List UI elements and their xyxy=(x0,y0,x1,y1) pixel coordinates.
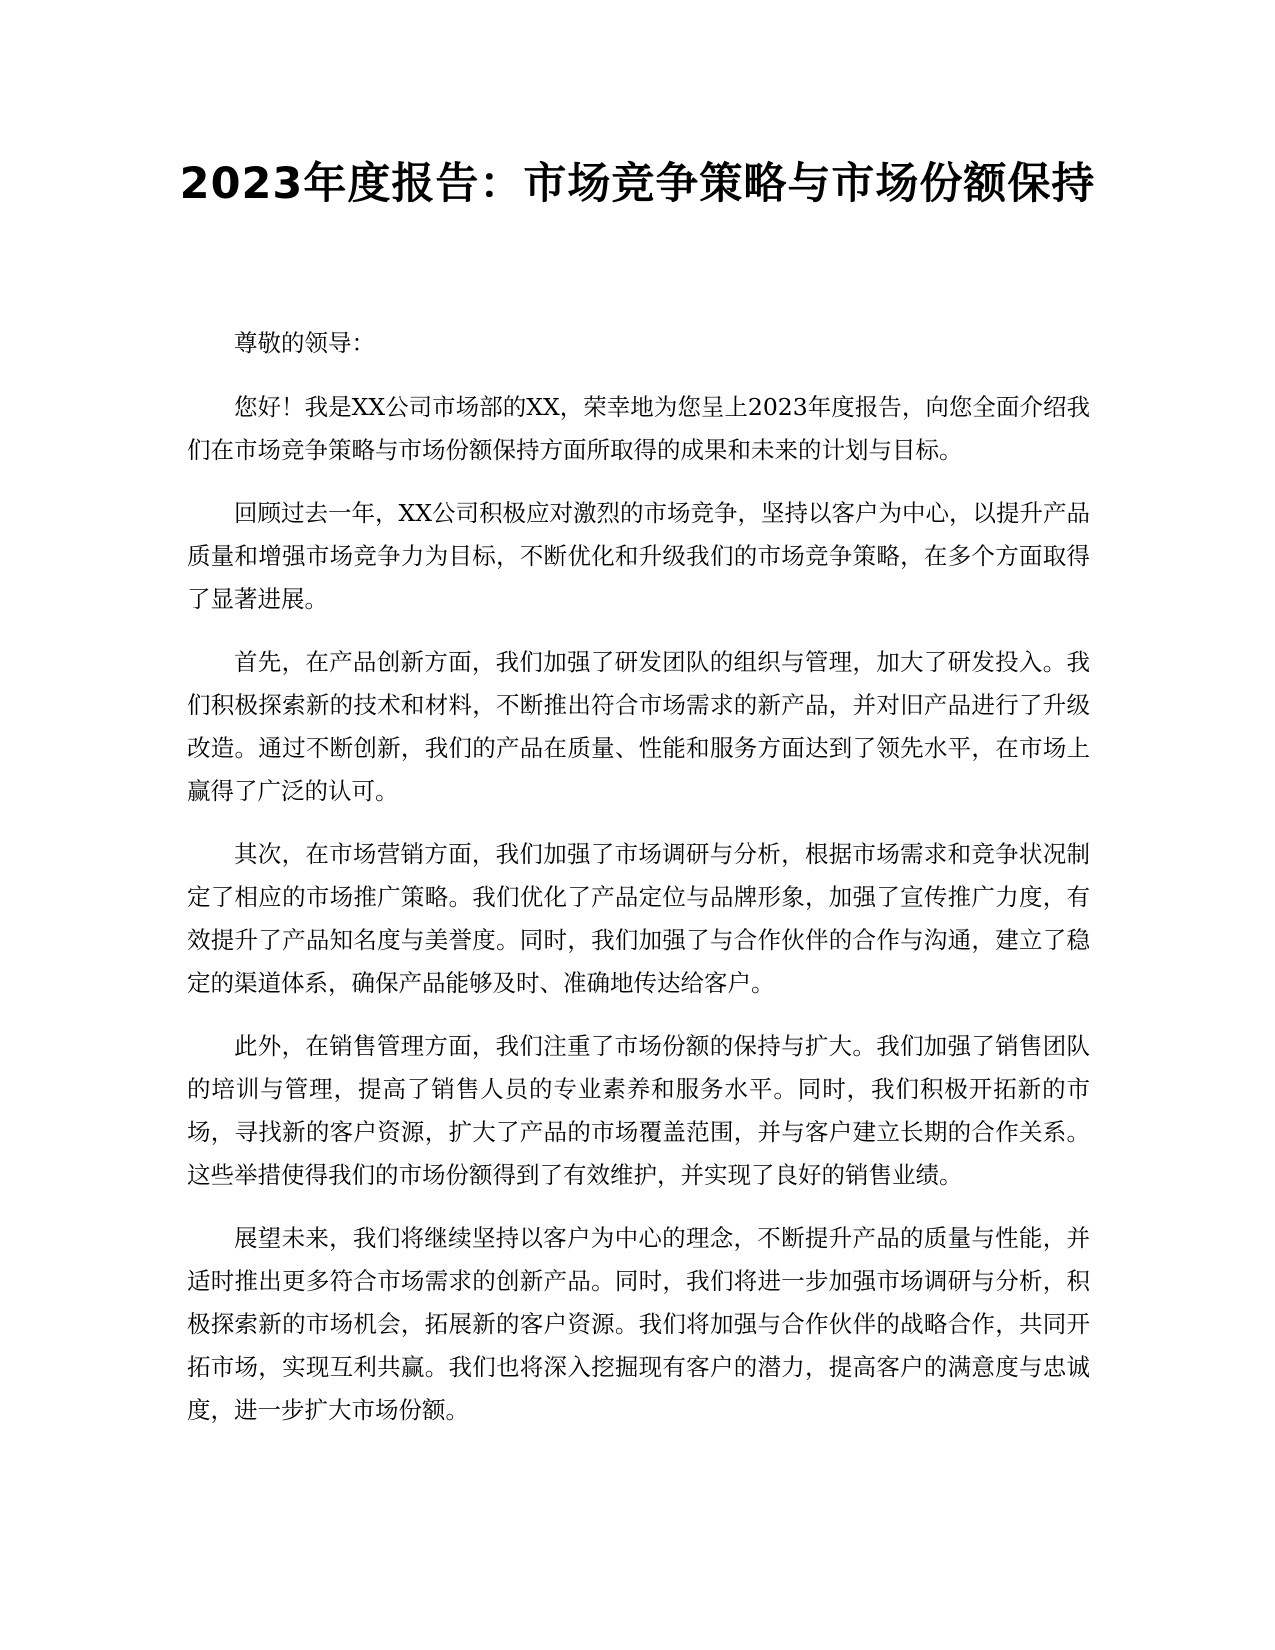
paragraph-greeting: 您好！我是XX公司市场部的XX，荣幸地为您呈上2023年度报告，向您全面介绍我们在市场竞争策略与市场份额保持方面所取得的成果和未来的计划与目标。 xyxy=(187,393,1090,464)
document-title: 2023年度报告：市场竞争策略与市场份额保持 xyxy=(179,159,1096,209)
paragraph-marketing: 其次，在市场营销方面，我们加强了市场调研与分析，根据市场需求和竞争状况制定了相应的市场推广策略。我们优化了产品定位与品牌形象，加强了宣传推广力度，有效提升了产品知名度与美誉度。同时，我们加强了与合作伙伴的合作与沟通，建立了稳定的渠道体系，确保产品能够及时、准确地传达给客户。 xyxy=(187,840,1090,997)
salutation: 尊敬的领导： xyxy=(234,329,375,357)
paragraph-review: 回顾过去一年，XX公司积极应对激烈的市场竞争，坚持以客户为中心，以提升产品质量和增强市场竞争力为目标，不断优化和升级我们的市场竞争策略，在多个方面取得了显著进展。 xyxy=(187,499,1090,613)
paragraph-product-innovation: 首先，在产品创新方面，我们加强了研发团队的组织与管理，加大了研发投入。我们积极探索新的技术和材料，不断推出符合市场需求的新产品，并对旧产品进行了升级改造。通过不断创新，我们的产品在质量、性能和服务方面达到了领先水平，在市场上赢得了广泛的认可。 xyxy=(187,648,1090,805)
paragraph-sales-management: 此外，在销售管理方面，我们注重了市场份额的保持与扩大。我们加强了销售团队的培训与管理，提高了销售人员的专业素养和服务水平。同时，我们积极开拓新的市场，寻找新的客户资源，扩大了产品的市场覆盖范围，并与客户建立长期的合作关系。这些举措使得我们的市场份额得到了有效维护，并实现了良好的销售业绩。 xyxy=(187,1032,1090,1189)
paragraph-outlook: 展望未来，我们将继续坚持以客户为中心的理念，不断提升产品的质量与性能，并适时推出更多符合市场需求的创新产品。同时，我们将进一步加强市场调研与分析，积极探索新的市场机会，拓展新的客户资源。我们将加强与合作伙伴的战略合作，共同开拓市场，实现互利共赢。我们也将深入挖掘现有客户的潜力，提高客户的满意度与忠诚度，进一步扩大市场份额。 xyxy=(187,1224,1090,1424)
document-body xyxy=(187,322,1090,1452)
